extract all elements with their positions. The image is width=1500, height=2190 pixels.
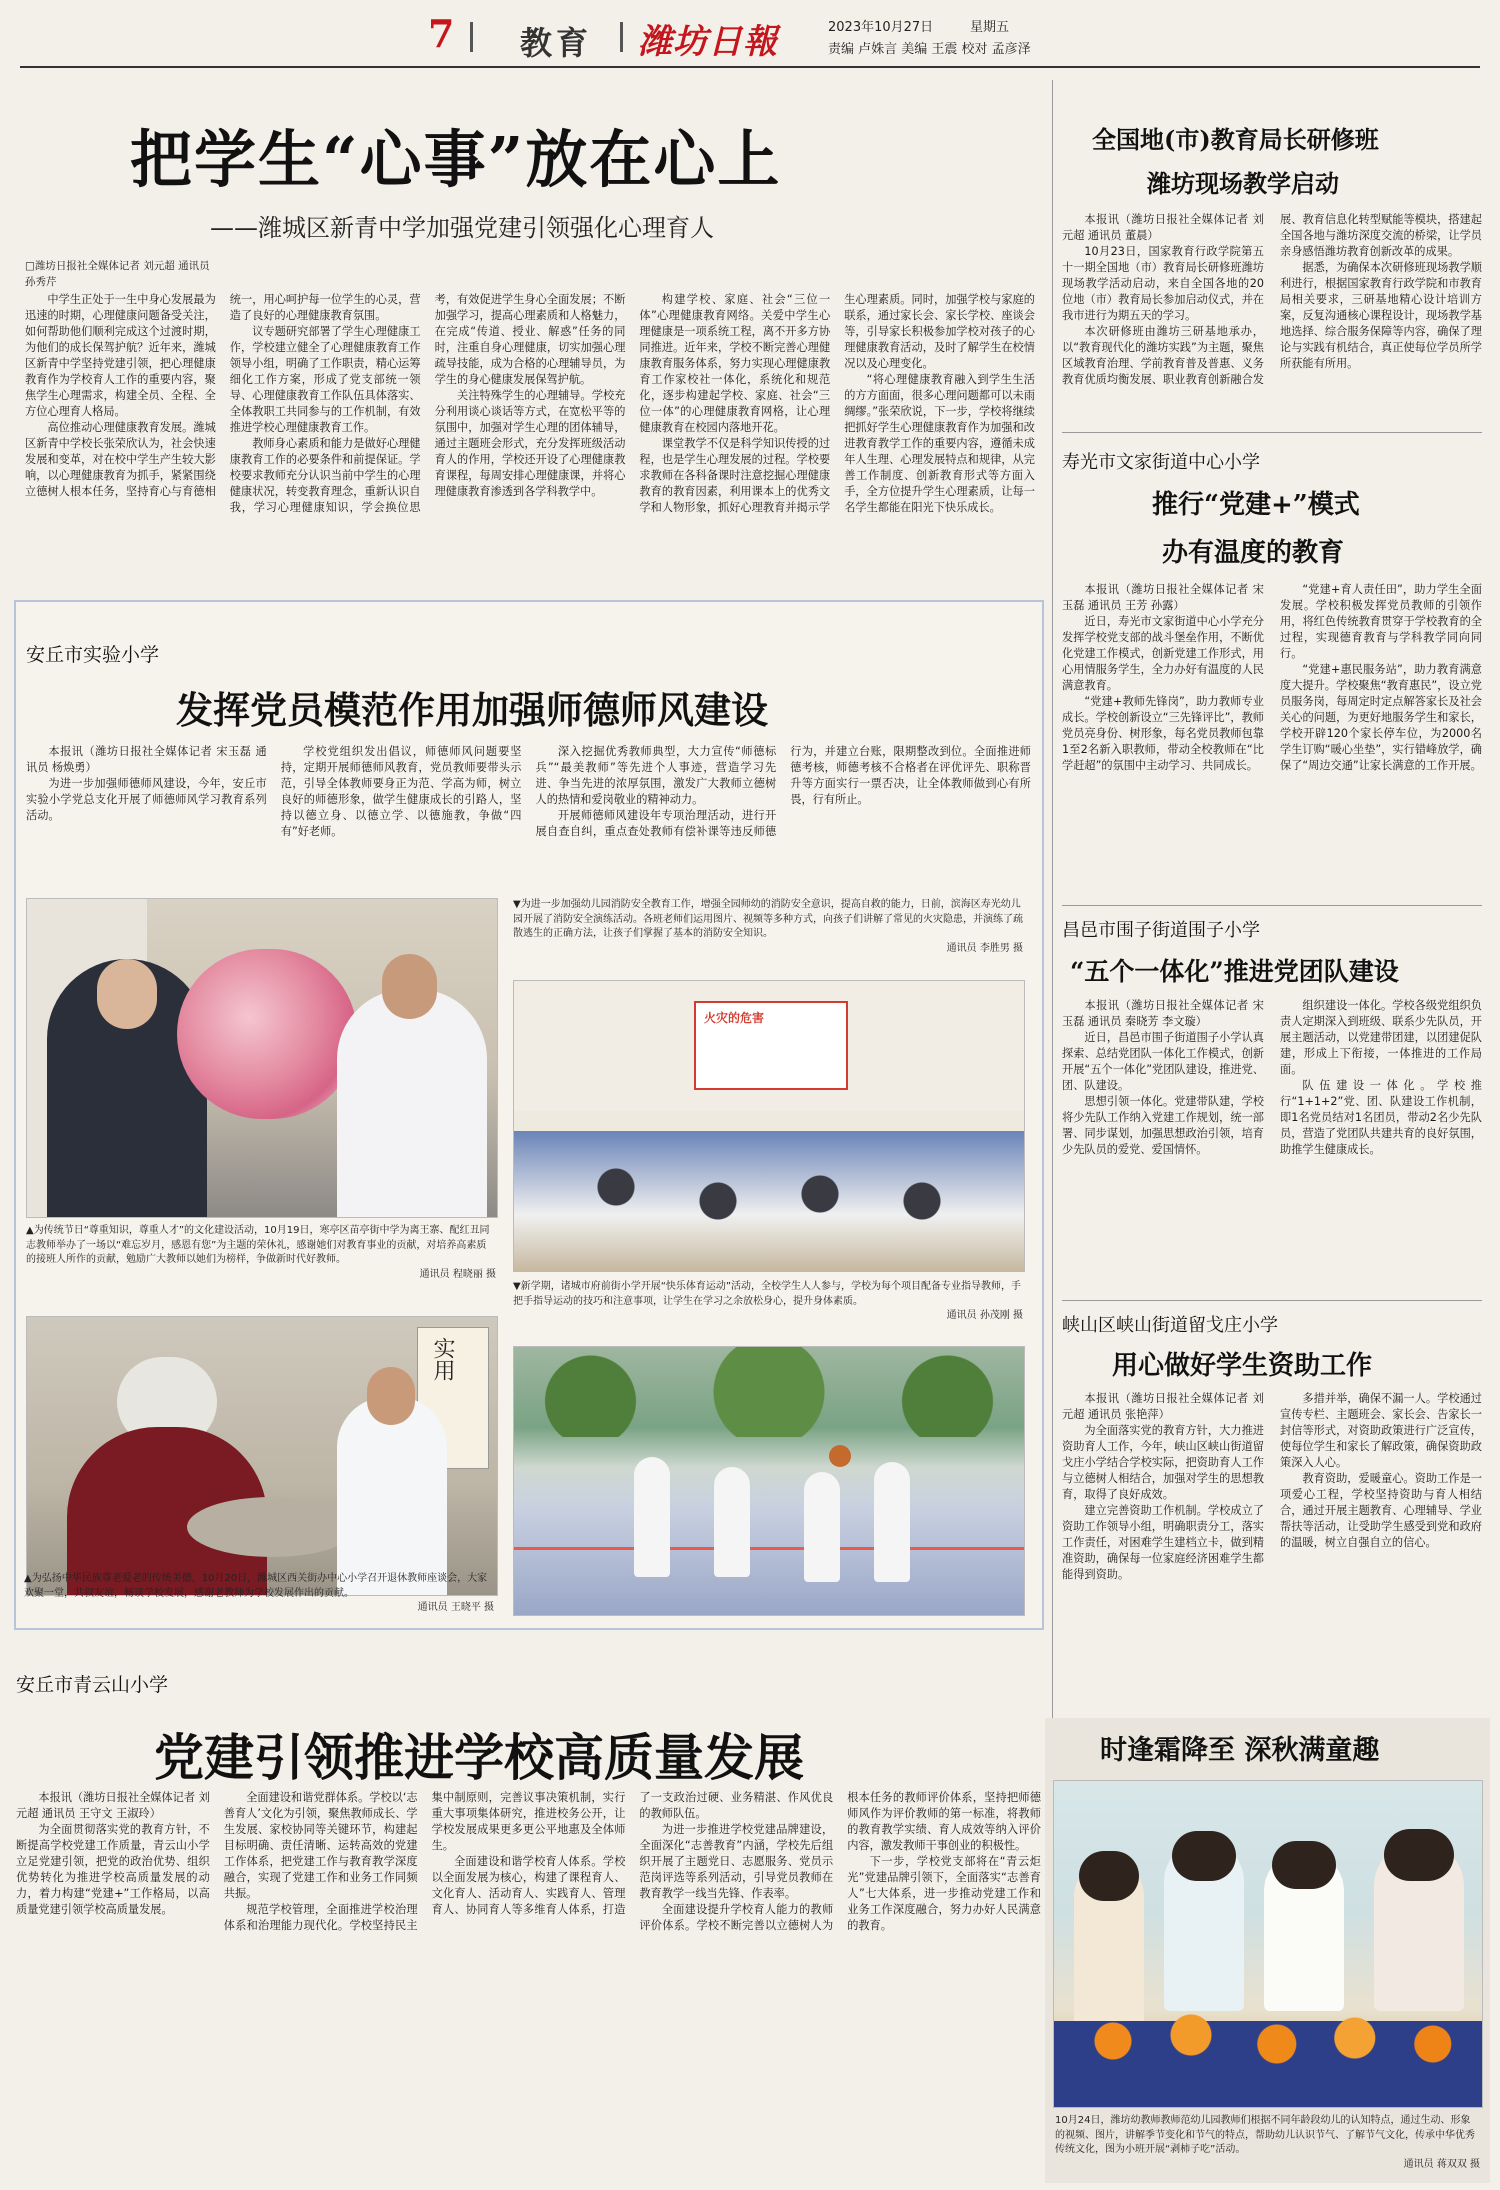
lead-subtitle: ——潍城区新青中学加强党建引领强化心理育人: [210, 214, 714, 242]
masthead: [0, 0, 1500, 66]
right-article-5: [1045, 1718, 1490, 2183]
a4-body: [1062, 1391, 1482, 1713]
right-rule-2: [1062, 905, 1482, 906]
feature-paragraph: 深入挖掘优秀教师典型，大力宣传“师德标兵”“最美教师”等先进个人事迹，营造学习先进、争当先进的浓厚氛围，激发广大教师立德树人的热情和爱岗敬业的精神动力。: [535, 745, 777, 806]
a5-credit: 通讯员 蒋双双 摄: [1403, 2158, 1480, 2170]
a5-title: 时逢霜降至 深秋满童趣: [1100, 1735, 1380, 1766]
lead-paragraph: 高位推动心理健康教育发展。潍城区新青中学校长张荣欣认为，社会快速发展和变革，对在校中学生产生较大影响，以心理健康教育为抓手，紧紧围绕立德树人根本任务，坚持育心与育德相统一，用心呵护每一位学生的心灵，营造了良好的心理健康教育氛围。: [25, 293, 421, 498]
bottom-paragraph: 为全面贯彻落实党的教育方针，不断提高学校党建工作质量，青云山小学立足党建引领，把党的政治优势、组织优势转化为推进学校高质量发展的动力，着力构建“党建+”工作格局，以高质量党建引领学校高质量发展。: [16, 1823, 210, 1916]
issue-weekday: 星期五: [970, 20, 1010, 35]
a1-paragraph: 本次研修班由潍坊三研基地承办，以“教育现代化的潍坊实践”为主题，聚焦区域教育治理、学前教育普及普惠、义务教育优质均衡发展、职业教育创新融合发展、教育信息化转型赋能等模块，搭建起全国各地与潍坊深度交流的桥梁，让学员亲身感悟潍坊教育创新改革的成果。: [1062, 213, 1482, 386]
photo-kindergarten: [1053, 1780, 1483, 2108]
a2-byline: 本报讯（潍坊日报社全媒体记者 宋玉磊 通讯员 王芳 孙露）: [1062, 583, 1264, 612]
photo3-caption-block: [24, 1572, 494, 1622]
photo-poster-title: 火灾的危害: [704, 1011, 765, 1025]
a3-paragraph: 队伍建设一体化。学校推行“1+1+2”党、团、队建设工作机制，即1名党员结对1名团员，带动2名少先队员，营造了党团队共建共育的良好氛围，助推学生健康成长。: [1280, 1079, 1482, 1156]
a2-paragraph: “党建+教师先锋岗”，助力教师专业成长。学校创新设立“三先锋评比”，教师党员亮身份、树形象，每名党员教师包靠1至2名新入职教师，带动全校教师在“比学赶超”的氛围中主动学习、共同成长。: [1062, 695, 1264, 772]
photo-court-line: [514, 1547, 1024, 1550]
a5-caption: [1055, 2114, 1480, 2180]
photo2-caption-text: ▼为进一步加强幼儿园消防安全教育工作，增强全园师幼的消防安全意识，提高自救的能力，日前，滨海区寿光幼儿园开展了消防安全演练活动。各班老师们运用图片、视频等多种方式，向孩子们讲解了常见的火灾隐患，并演练了疏散逃生的正确方法，让孩子们掌握了基本的消防安全知识。: [513, 899, 1023, 939]
photo1-caption-text: ▲为传统节日“尊重知识，尊重人才”的文化建设活动，10月19日，寒亭区苗亭街中学为离王寨、配红丑同志教师举办了一场以“难忘岁月，感恩有您”为主题的荣休礼，感谢她们对教育事业的贡献，对培养高素质的接班人所作的贡献，勉励广大教师以她们为榜样，争做新时代好教师。: [26, 1225, 490, 1265]
a3-paragraph: 近日，昌邑市围子街道围子小学认真探索、总结党团队一体化工作模式，创新开展“五个一体化”党团队建设，推进党、团、队建设。: [1062, 1031, 1264, 1092]
right-rule-3: [1062, 1300, 1482, 1301]
a4-paragraph: 为全面落实党的教育方针，大力推进资助育人工作，今年，峡山区峡山街道留戈庄小学结合学校实际，把资助育人工作与立德树人相结合，加强对学生的思想教育，取得了良好成效。: [1062, 1424, 1264, 1501]
feature-box: [14, 600, 1044, 1630]
feature-school: 安丘市实验小学: [26, 644, 160, 666]
a2-paragraph: 近日，寿光市文家街道中心小学充分发挥学校党支部的战斗堡垒作用，不断优化党建工作模式，创新党建工作形式，用心用情服务学生，全力办好有温度的人民满意教育。: [1062, 615, 1264, 692]
a1-title-line1: 全国地(市)教育局长研修班: [1092, 125, 1379, 154]
lead-title: 把学生“心事”放在心上: [130, 123, 782, 196]
header-divider-2: [620, 22, 623, 52]
right-article-3: [1062, 908, 1482, 1300]
a1-body: [1062, 212, 1482, 427]
photo4-caption-text: ▼新学期，诸城市府前街小学开展“快乐体育运动”活动，全校学生人人参与，学校为每个项目配备专业指导教师，手把手指导运动的技巧和注意事项，让学生在学习之余放松身心，提升身体素质。: [513, 1281, 1022, 1307]
section-name: 教育: [520, 24, 593, 62]
photo-face-right: [382, 954, 437, 1019]
right-rule-1: [1062, 432, 1482, 433]
bottom-byline: 本报讯（潍坊日报社全媒体记者 刘元超 通讯员 王守文 王淑玲）: [16, 1791, 210, 1820]
feature-paragraph: 为进一步加强师德师风建设，今年，安丘市实验小学党总支化开展了师德师风学习教育系列活动。: [26, 777, 267, 822]
lead-paragraph: 中学生正处于一生中身心发展最为迅速的时期，心理健康问题备受关注，如何帮助他们顺利完成这个过渡时期，为他们的成长保驾护航？近年来，潍城区新青中学坚持党建引领，把心理健康教育作为学校育人工作的重要内容，聚焦学生心理需求，构建全员、全程、全方位心理育人格局。: [25, 293, 216, 418]
photo-child-2-hair: [1172, 1831, 1236, 1881]
lead-paragraph: 教师身心素质和能力是做好心理健康教育工作的必要条件和前提保证。学校要求教师充分认识当前中学生的心理健康状况，转变教育理念，重新认识自我，学习心理健康知识，学会换位思考，有效促进学生身心全面发展；不断加强学习，提高心理素质和人格魅力，在完成“传道、授业、解惑”任务的同时，注重自身心理健康，切实加强心理疏导技能，成为合格的心理辅导员，为学生的身心健康发展保驾护航。: [229, 293, 626, 514]
lead-paragraph: 议专题研究部署了学生心理健康工作，学校建立健全了心理健康教育工作领导小组，明确了工作职责，精心运筹细化工作方案，形成了党支部统一领导、心理健康教育工作队伍具体落实、全体教职工共同参与的工作机制，有效推进学校心理健康教育工作。: [229, 325, 421, 434]
photo-child-4-hair: [1384, 1829, 1454, 1881]
a3-body: [1062, 998, 1482, 1298]
a1-byline: 本报讯（潍坊日报社全媒体记者 刘元超 通讯员 董晨）: [1062, 213, 1264, 242]
header-divider: [470, 22, 473, 52]
photo3-caption-text: ▲为弘扬中华民族尊老爱老的传统美德，10月20日，潍城区西关街办中心小学召开退休教师座谈会，大家欢聚一堂，共叙友谊，畅谈学校发展，感谢老教师为学校发展作出的贡献。: [24, 1573, 488, 1599]
photo-bouquet: [177, 949, 357, 1119]
photo-flower-ceremony: [26, 898, 498, 1218]
a1-paragraph: 据悉，为确保本次研修班现场教学顺利进行，根据国家教育行政学院和市教育局相关要求，三研基地精心设计培训方案，反复沟通核心课程设计，现场教学基地选择、综合服务保障等内容，确保了理论与实践有机结合，真正使每位学员所学所获能有所用。: [1280, 261, 1482, 370]
a5-caption-text: 10月24日，潍坊幼教师教师范幼儿园教师们根据不同年龄段幼儿的认知特点，通过生动、形象的视频、图片，讲解季节变化和节气的特点，帮助幼儿认识节气、了解节气文化，传承中华优秀传统文化，图为小班开展“剥柿子吃”活动。: [1055, 2115, 1475, 2155]
a1-paragraph: 10月23日，国家教育行政学院第五十一期全国地（市）教育局长研修班潍坊现场教学活动启动，来自全国各地的20位地（市）教育局长参加启动仪式，并在我市进行为期五天的学习。: [1062, 245, 1264, 322]
right-article-1: [1062, 100, 1482, 430]
photo-fire-safety: [513, 980, 1025, 1272]
bottom-title: 党建引领推进学校高质量发展: [154, 1728, 804, 1787]
lead-article: [20, 80, 1045, 590]
photo3-credit: 通讯员 王晓平 摄: [417, 1602, 494, 1613]
lead-paragraph: 关注特殊学生的心理辅导。学校充分利用谈心谈话等方式，在宽松平等的氛围中，加强对学生心理的团体辅导，通过主题班会形式，充分发挥班级活动育人的作用，学校还开设了心理健康教育课程，每周安排心理健康课，并将心理健康教育渗透到各学科教学中。: [434, 389, 626, 498]
bottom-paragraph: 下一步，学校党支部将在“青云炬光”党建品牌引领下，全面落实“志善育人”七大体系，进一步推动党建工作和业务工作深度融合，努力办好人民满意的教育。: [847, 1855, 1041, 1932]
photo-student-1: [634, 1457, 670, 1577]
a4-paragraph: 教育资助，爱暖童心。资助工作是一项爱心工程，学校坚持资助与育人相结合，通过开展主题教育、心理辅导、学业帮扶等活动，让受助学生感受到党和政府的温暖，树立自强自立的信心。: [1280, 1472, 1482, 1549]
photo-child-1-hair: [1079, 1851, 1139, 1901]
feature-title: 发挥党员模范作用加强师德师风建设: [176, 688, 768, 732]
issue-date: 2023年10月27日: [828, 20, 934, 35]
a4-paragraph: 多措并举，确保不漏一人。学校通过宣传专栏、主题班会、家长会、告家长一封信等形式，对资助政策进行广泛宣传，使每位学生和家长了解政策，确保资助政策深入人心。: [1280, 1392, 1482, 1469]
photo4-credit: 通讯员 孙茂刚 摄: [946, 1310, 1023, 1321]
photo-face-left: [97, 959, 157, 1029]
a2-paragraph: “党建+惠民服务站”，助力教育满意度大提升。学校聚焦“教育惠民”，设立党员服务岗，每周定时定点解答家长及社会关心的问题，为更好地服务学生和家长，学校开辟120个家长停车位，为2000名学生订购“暖心坐垫”，实行错峰放学，确保了“周边交通”让家长满意的工作开展。: [1280, 663, 1482, 772]
a2-title-line2: 办有温度的教育: [1162, 538, 1345, 568]
a4-byline: 本报讯（潍坊日报社全媒体记者 刘元超 通讯员 张艳萍）: [1062, 1392, 1264, 1421]
a3-title: “五个一体化”推进党团队建设: [1070, 957, 1399, 986]
photo-student-4: [874, 1462, 910, 1582]
photo4-caption: [513, 1280, 1023, 1340]
a3-school: 昌邑市围子街道围子小学: [1062, 920, 1260, 941]
a3-paragraph: 组织建设一体化。学校各级党组织负责人定期深入到班级、联系少先队员，开展主题活动，以党建带团建，以团建促队建，形成上下衔接，一体推进的工作局面。: [1280, 999, 1482, 1076]
photo2-caption: [513, 898, 1023, 978]
a2-paragraph: “党建+育人责任田”，助力学生全面发展。学校积极发挥党员教师的引领作用，将红色传统教育贯穿于学校教育的全过程，实现德育教育与学科教学同向同行。: [1280, 583, 1482, 660]
photo-trees: [514, 1347, 1024, 1437]
a2-title-line1: 推行“党建+”模式: [1152, 490, 1360, 520]
a4-school: 峡山区峡山街道留戈庄小学: [1062, 1315, 1278, 1336]
a2-body: [1062, 582, 1482, 904]
lead-paragraph: 构建学校、家庭、社会“三位一体”心理健康教育网络。关爱中学生心理健康是一项系统工程，离不开多方协同推进。近年来，学校不断完善心理健康教育服务体系，努力实现心理健康教育工作家校社一体化，系统化和规范化，逐步构建起学校、家庭、社会“三位一体”的心理健康教育网格，让心理健康教育在校园内落地开花。: [639, 293, 831, 434]
a4-paragraph: 建立完善资助工作机制。学校成立了资助工作领导小组，明确职责分工，落实工作责任，对困难学生建档立卡，做到精准资助，确保每一位家庭经济困难学生都能得到资助。: [1062, 1504, 1264, 1581]
a1-title-line2: 潍坊现场教学启动: [1147, 169, 1339, 198]
right-article-4: [1062, 1303, 1482, 1723]
feature-paragraph: 学校党组织发出倡议，师德师风问题要坚持，定期开展师德师风教育，党员教师要带头示范，引导全体教师要身正为范、学高为师，树立良好的师德形象，做学生健康成长的引路人，坚持以德立身、以德立学、以德施教，争做“四有”好老师。: [280, 745, 522, 838]
photo-student-2: [714, 1467, 750, 1577]
photo-basketball: [513, 1346, 1025, 1616]
a4-title: 用心做好学生资助工作: [1112, 1351, 1373, 1381]
photo1-credit: 通讯员 程晓丽 摄: [419, 1268, 496, 1280]
photo-child-3-hair: [1272, 1841, 1336, 1889]
photo-children-group: [514, 1131, 1024, 1271]
page-number: 7: [428, 11, 455, 56]
paper-logo: 潍坊日報: [638, 22, 778, 62]
bottom-paragraph: 全面建设和谐学校育人体系。学校以全面发展为核心，构建了课程育人、文化育人、活动育人、实践育人、管理育人、协同育人等多维育人体系，打造了一支政治过硬、业务精湛、作风优良的教师队伍。: [431, 1791, 834, 1916]
header-rule: [20, 66, 1480, 68]
a3-paragraph: 思想引领一体化。党建带队建，学校将少先队工作纳入党建工作规划，统一部署、同步谋划，加强思想政治引领，培育少先队员的爱党、爱国情怀。: [1062, 1095, 1264, 1156]
editor-credits: 责编 卢姝言 美编 王震 校对 孟彦泽: [828, 42, 1031, 57]
feature-body: [26, 744, 1031, 874]
bottom-paragraph: 全面建设提升学校育人能力的教师评价体系。学校不断完善以立德树人为根本任务的教师评价体系，坚持把师德师风作为评价教师的第一标准，将教师的教育教学实绩、育人成效等纳入评价内容，激发教师干事创业的积极性。: [639, 1791, 1041, 1932]
photo-person-right: [337, 989, 487, 1218]
bottom-body: [16, 1790, 1041, 2175]
photo-man-face: [367, 1367, 415, 1425]
a2-school: 寿光市文家街道中心小学: [1062, 452, 1260, 473]
photo-calligraphy-text: 实用: [430, 1337, 455, 1381]
photo-ball: [829, 1445, 851, 1467]
lead-byline: □潍坊日报社全媒体记者 刘元超 通讯员 孙秀芹: [25, 260, 210, 288]
bottom-paragraph: 规范学校管理，全面推进学校治理体系和治理能力现代化。学校坚持民主集中制原则，完善议事决策机制，实行重大事项集体研究，推进校务公开，让学校发展成果更多更公平地惠及全体师生。: [223, 1791, 626, 1932]
photo-student-3: [804, 1472, 840, 1582]
photo-persimmons: [1074, 2011, 1464, 2071]
bottom-school: 安丘市青云山小学: [16, 1674, 169, 1696]
bottom-paragraph: 全面建设和谐党群体系。学校以‘志善育人’文化为引领，聚焦教师成长、学生发展、家校协同等关键环节，构建起目标明确、责任清晰、运转高效的党建工作体系，把党建工作与教育教学深度融合，实现了党建工作和业务工作同频共振。: [223, 1791, 418, 1900]
lead-paragraph: 课堂教学不仅是科学知识传授的过程，也是学生心理发展的过程。学校要求教师在各科备课时注意挖掘心理健康教育的教育因素，利用课本上的优秀文学和人物形象，抓好心理教育并揭示学生心理素质。同时，加强学校与家庭的联系，通过家长会、家长学校、座谈会等，引导家长积极参加学校对孩子的心理健康教育活动，及时了解学生在校情况以及心理变化。: [639, 293, 1035, 514]
photo-retired-teachers: [26, 1316, 498, 1596]
a3-byline: 本报讯（潍坊日报社全媒体记者 宋玉磊 通讯员 秦晓芳 李文璇）: [1062, 999, 1264, 1028]
right-article-2: [1062, 440, 1482, 908]
photo-stone-mill: [187, 1497, 357, 1557]
lead-paragraph: “将心理健康教育融入到学生生活的方方面面，很多心理问题都可以未雨绸缪。”张荣欣说，下一步，学校将继续把抓好学生心理健康教育作为加强和改进教育教学工作的重要内容，遵循未成年人生理、心理发展特点和规律，从完善工作制度、创新教育形式等方面入手，全方位提升学生心理素质，让每一名学生都能在阳光下快乐成长。: [844, 373, 1035, 514]
photo2-credit: 通讯员 李胜男 摄: [946, 942, 1023, 954]
photo-man-right: [337, 1397, 447, 1596]
bottom-paragraph: 为进一步推进学校党建品牌建设，全面深化“志善教育”内涵，学校先后组织开展了主题党日、志愿服务、党员示范岗评选等系列活动，引导党员教师在教育教学一线当先锋、作表率。: [639, 1823, 834, 1900]
feature-byline: 本报讯（潍坊日报社全媒体记者 宋玉磊 通讯员 杨焕勇）: [26, 745, 267, 774]
photo1-caption: [26, 1224, 496, 1304]
feature-paragraph: 开展师德师风建设年专项治理活动，进行开展自查自纠，重点查处教师有偿补课等违反师德行为，并建立台账，限期整改到位。全面推进师德考核，师德考核不合格者在评优评先、职称晋升等方面实行一票否决，让全体教师做到心有所畏，行有所止。: [535, 745, 1031, 838]
bottom-article: [14, 1640, 1044, 2180]
